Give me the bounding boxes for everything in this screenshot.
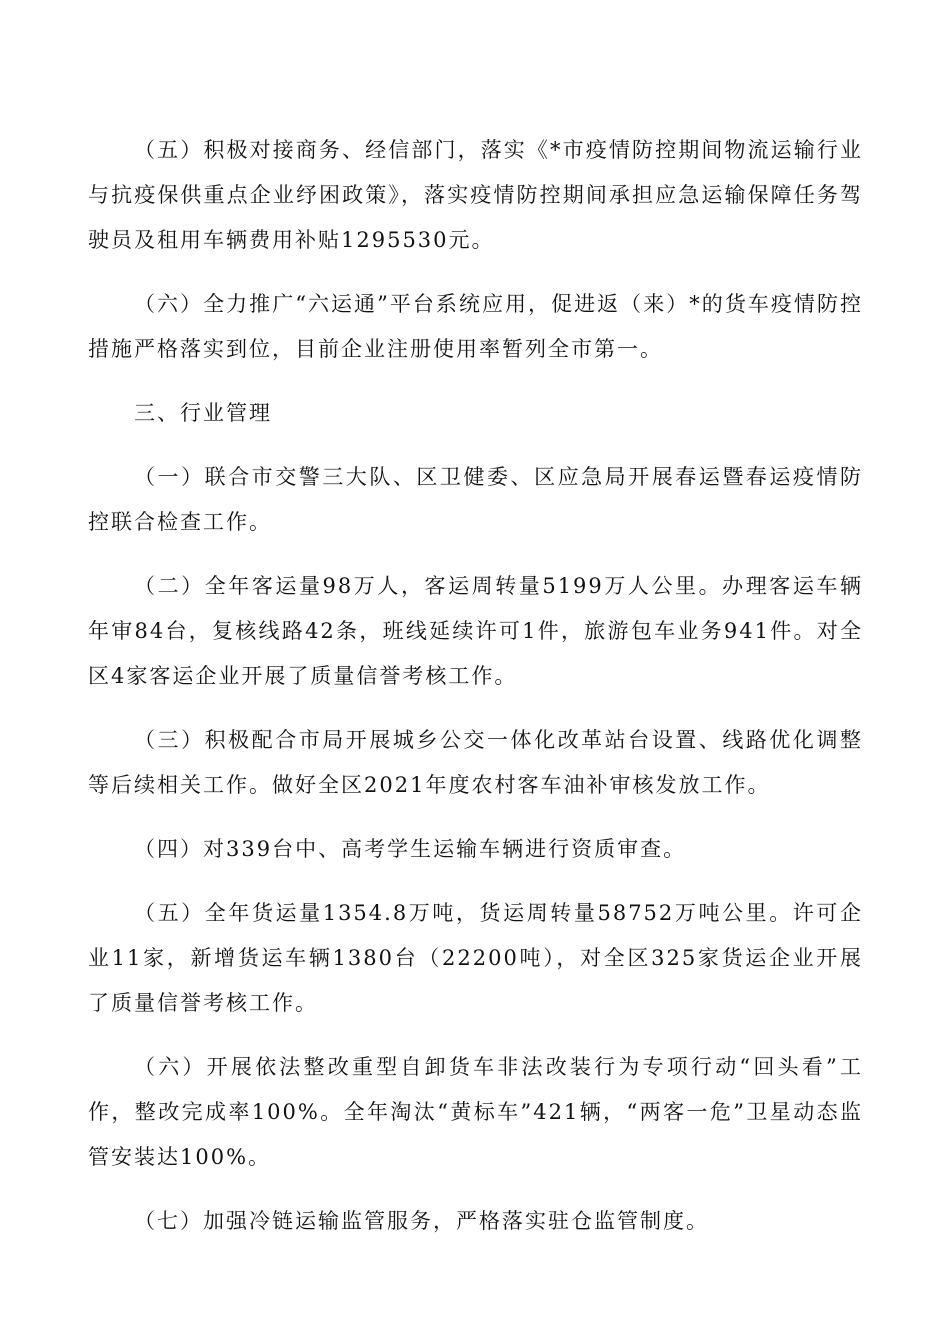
- paragraph-urban-rural-bus: （三）积极配合市局开展城乡公交一体化改革站台设置、线路优化调整等后续相关工作。做好全区2021年度农村客车油补审核发放工作。: [88, 728, 863, 797]
- section-heading-industry-management: 三、行业管理: [134, 401, 272, 425]
- paragraph-cold-chain: （七）加强冷链运输监管服务，严格落实驻仓监管制度。: [134, 1209, 709, 1233]
- document-body: [88, 128, 863, 1263]
- paragraph-liuyuntong-platform: （六）全力推广“六运通”平台系统应用，促进返（来）*的货车疫情防控措施严格落实到位，目前企业注册使用率暂列全市第一。: [88, 292, 863, 361]
- paragraph-passenger-transport: （二）全年客运量98万人，客运周转量5199万人公里。办理客运车辆年审84台，复核线路42条，班线延续许可1件，旅游包车业务941件。对全区4家客运企业开展了质量信誉考核工作。: [88, 574, 863, 688]
- paragraph-freight-transport: （五）全年货运量1354.8万吨，货运周转量58752万吨公里。许可企业11家，新增货运车辆1380台（22200吨），对全区325家货运企业开展了质量信誉考核工作。: [88, 901, 863, 1015]
- paragraph-student-vehicles: （四）对339台中、高考学生运输车辆进行资质审查。: [134, 837, 687, 861]
- paragraph-logistics-relief: （五）积极对接商务、经信部门，落实《*市疫情防控期间物流运输行业与抗疫保供重点企业纾困政策》，落实疫情防控期间承担应急运输保障任务驾驶员及租用车辆费用补贴1295530元。: [88, 138, 863, 252]
- paragraph-dump-truck-rectification: （六）开展依法整改重型自卸货车非法改装行为专项行动“回头看”工作，整改完成率100%。全年淘汰“黄标车”421辆，“两客一危”卫星动态监管安装达100%。: [88, 1055, 863, 1169]
- paragraph-joint-inspection: （一）联合市交警三大队、区卫健委、区应急局开展春运暨春运疫情防控联合检查工作。: [88, 465, 863, 534]
